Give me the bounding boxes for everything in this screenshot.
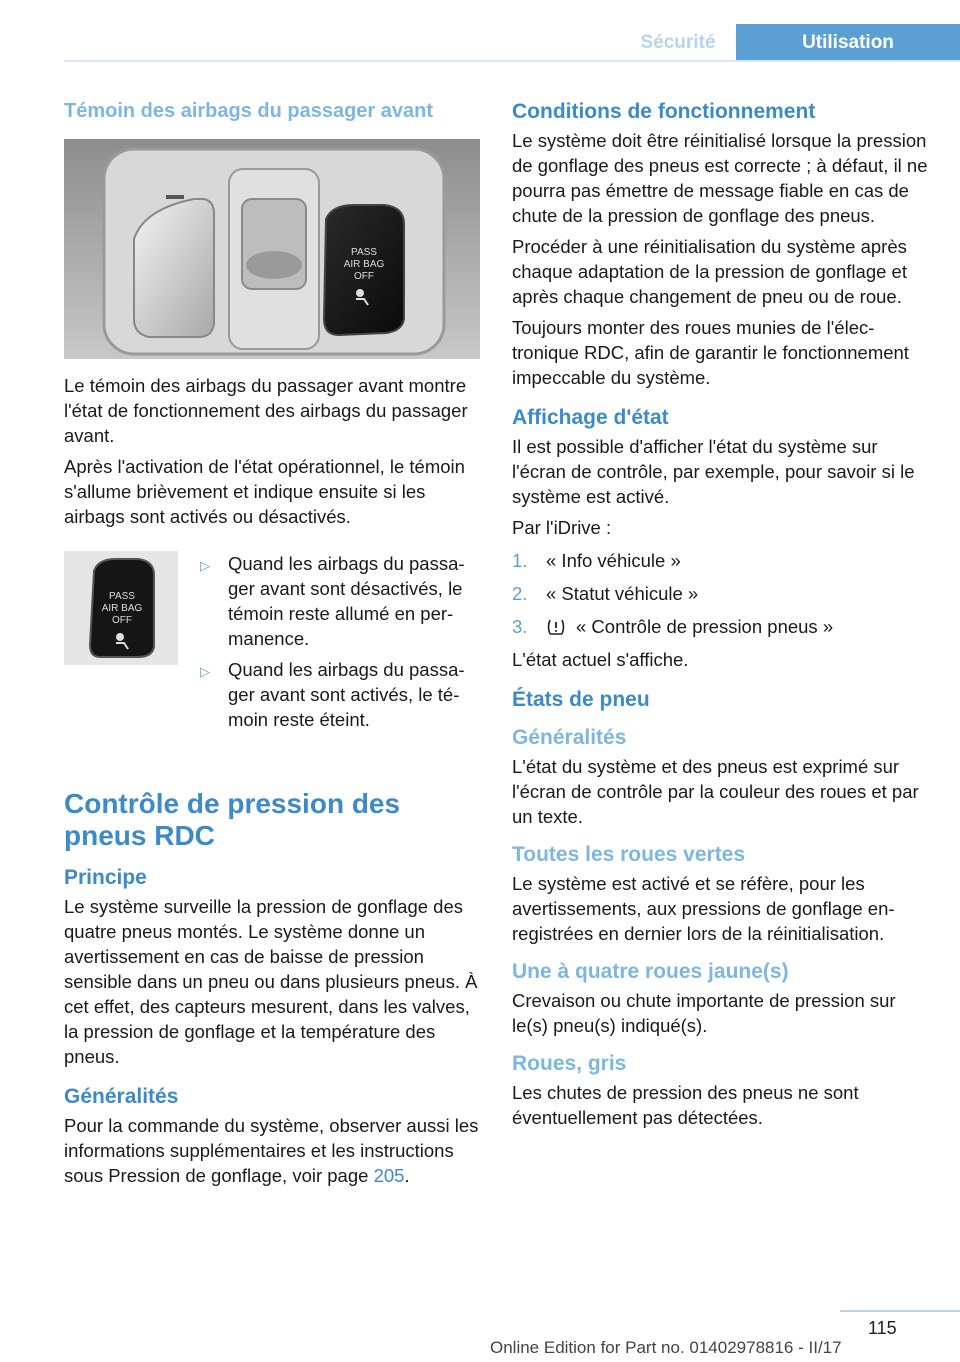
witness-status-block [64, 551, 480, 738]
tab-utilisation[interactable]: Utilisation [736, 24, 960, 62]
list-item: 2. « Statut véhicule » [512, 583, 699, 604]
page-number: 115 [868, 1318, 897, 1338]
heading-affichage: Affichage d'état [512, 406, 669, 429]
principe-paragraph: Le système surveille la pression de gonflage des quatre pneus montés. Le système donne un avertissement en cas de baisse de pression sensible dans un pneu ou dans plusieurs pneus. À cet effet, des capteurs mesurent, dans les valves, la pression de gonflage et la température des pneus. [64, 896, 478, 1067]
indicator-label-off: OFF [112, 615, 132, 626]
gris-paragraph: Les chutes de pression des pneus ne sont éventuellement pas détectées. [512, 1082, 859, 1128]
heading-conditions: Conditions de fonctionnement [512, 100, 816, 123]
heading-witness: Témoin des airbags du passager avant [64, 100, 434, 122]
indicator-label-airbag: AIR BAG [101, 603, 143, 614]
witness-paragraph-2: Après l'activation de l'état opérationnel, le témoin s'allume brièvement et indique ensuite si les airbags sont activés ou désactivés. [64, 456, 465, 527]
airbag-switch-photo [64, 139, 480, 359]
affichage-paragraph-1: Il est possible d'afficher l'état du système sur l'écran de contrôle, par exemple, pour savoir si le système est activé. [512, 436, 915, 507]
witness-bullet-list [200, 551, 480, 738]
edition-footer: Online Edition for Part no. 01402978816 - II/17 [490, 1338, 842, 1357]
right-column [512, 100, 928, 1136]
tab-securite[interactable]: Sécurité [620, 24, 736, 62]
photo-label-airbag: AIR BAG [343, 259, 385, 270]
witness-paragraph-1: Le témoin des airbags du passager avant montre l'état de fonctionnement des airbags du passager avant. [64, 375, 468, 446]
conditions-paragraph-1: Le système doit être réinitialisé lorsque la pression de gonflage des pneus est correcte ; à défaut, il ne pourra pas émettre de message fiable en cas de chute de la pression de gonflage des pneus. [512, 130, 928, 226]
heading-generalites: Généralités [64, 1085, 179, 1108]
triangle-bullet-icon: ▷ [200, 558, 210, 573]
tire-pressure-icon [546, 618, 566, 636]
list-item: ▷ Quand les airbags du passager avant sont désactivés, le témoin reste allumé en permanence. [200, 553, 465, 649]
list-item: 3. « Contrôle de pression pneus » [512, 616, 834, 637]
left-column [64, 100, 480, 1194]
page-header [0, 0, 960, 62]
jaunes-paragraph: Crevaison ou chute importante de pression sur le(s) pneu(s) indiqué(s). [512, 990, 896, 1036]
page-number-divider [840, 1310, 960, 1312]
idrive-steps [512, 548, 928, 639]
affichage-paragraph-2: Par l'iDrive : [512, 517, 612, 538]
photo-label-pass: PASS [351, 247, 377, 258]
affichage-paragraph-3: L'état actuel s'affiche. [512, 649, 689, 670]
heading-gris: Roues, gris [512, 1052, 627, 1075]
conditions-paragraph-2: Procéder à une réinitialisation du système après chaque adaptation de la pression de gonflage et après chaque changement de pneu ou de roue. [512, 236, 907, 307]
page-link[interactable]: 205 [373, 1165, 405, 1186]
airbag-off-indicator-photo [64, 551, 178, 665]
heading-rdc: Contrôle de pression des pneus RDC [64, 788, 401, 851]
generalites-paragraph: Pour la commande du système, observer aussi les informations supplémentaires et les instructions sous Pression de gonflage, voir page 205. [64, 1115, 479, 1186]
vertes-paragraph: Le système est activé et se réfère, pour les avertissements, aux pressions de gonflage enregistrées en dernier lors de la réinitialisation. [512, 873, 895, 944]
generalites-2-paragraph: L'état du système et des pneus est exprimé sur l'écran de contrôle par la couleur des roues et par un texte. [512, 756, 919, 827]
indicator-label-pass: PASS [109, 591, 135, 602]
list-item: ▷ Quand les airbags du passager avant sont activés, le témoin reste éteint. [200, 659, 465, 730]
heading-generalites-2: Généralités [512, 726, 627, 749]
heading-vertes: Toutes les roues vertes [512, 843, 746, 866]
header-divider [64, 60, 960, 62]
photo-label-off: OFF [354, 271, 374, 282]
heading-principe: Principe [64, 866, 147, 889]
heading-jaunes: Une à quatre roues jaune(s) [512, 960, 789, 983]
list-item: 1. « Info véhicule » [512, 550, 681, 571]
conditions-paragraph-3: Toujours monter des roues munies de l'électronique RDC, afin de garantir le fonctionnement impeccable du système. [512, 317, 909, 388]
heading-etats: États de pneu [512, 688, 650, 711]
triangle-bullet-icon: ▷ [200, 664, 210, 679]
